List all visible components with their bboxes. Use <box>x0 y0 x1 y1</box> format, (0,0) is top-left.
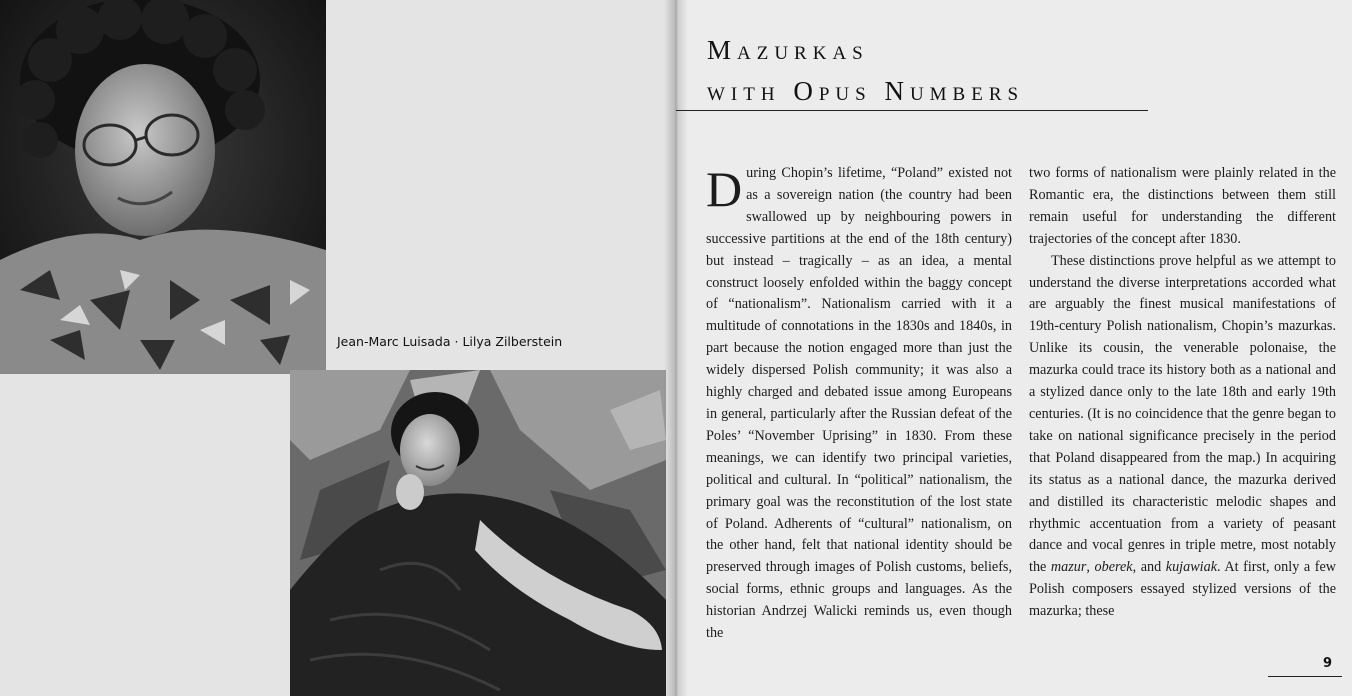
column-1-text: uring Chopin’s lifetime, “Poland” existed not as a sovereign nation (the country had been swallowed up by neighbouring powers in successive partitions at the end of the 18th century) but instead – tragically – as an idea, a mental construct loosely enfolded within the baggy concept of “nationalism”. Nationalism carried with it a multitude of connotations in the 1830s and 1840s, in part because the notion engaged more than just the widely dispersed Polish community; it was also a highly charged and debated issue among Europeans in general, particularly after the Russian defeat of the Poles’ “November Uprising” in 1830. From these meanings, we can identify two principal varieties, political and cultural. In “political” nationalism, the primary goal was the reconstitution of the lost state of Poland. Adherents of “cultural” nationalism, on the other hand, felt that national identity should be preserved through images of Polish customs, beliefs, social forms, ethnic groups and languages. As the historian Andrzej Walicki reminds us, even though the <box>706 165 1012 642</box>
column-2-para-2-end: . At first, only a few Polish composers essayed stylized versions of the mazurka; these <box>1029 559 1336 620</box>
column-2-para-2-start: These distinctions prove helpful as we attempt to understand the diverse interpretations accorded what are arguably the finest musical manifestations of 19th-century Polish nationalism, Chopin’s mazurkas. Unlike its cousin, the venerable polonaise, the mazurka could trace its history both as a national and a stylized dance only to the late 18th and early 19th centuries. (It is no coincidence that the genre began to take on national significance precisely in the period that Poland disappeared from the map.) In acquiring its status as a national dance, the mazurka derived and distilled its characteristic melodic shapes and rhythmic accentuation from a variety of peasant dance and vocal genres in triple metre, most notably the <box>1029 252 1336 576</box>
footer-divider <box>1268 676 1342 677</box>
portrait-photo-luisada <box>0 0 326 374</box>
separator: , <box>1086 559 1095 576</box>
photo-caption: Jean-Marc Luisada · Lilya Zilberstein <box>337 334 563 349</box>
dance-term: oberek <box>1094 559 1133 576</box>
separator: , and <box>1132 559 1166 576</box>
portrait-photo-zilberstein <box>290 370 666 696</box>
paragraph <box>1029 251 1336 623</box>
title-line-1: Mazurkas <box>707 35 869 65</box>
book-spine-shadow <box>664 0 688 696</box>
page-title <box>707 30 1024 112</box>
text-column-2 <box>1029 163 1336 623</box>
dance-term: kujawiak <box>1165 559 1217 576</box>
page-number: 9 <box>1323 656 1333 671</box>
column-2-para-1: two forms of nationalism were plainly related in the Romantic era, the distinctions between them still remain useful for understanding the different trajectories of the concept after 1830. <box>1029 165 1336 247</box>
dance-term: mazur <box>1050 559 1087 576</box>
title-divider <box>676 110 1148 111</box>
paragraph <box>706 163 1012 645</box>
drop-cap: D <box>706 161 743 217</box>
paragraph <box>1029 163 1336 251</box>
text-column-1 <box>706 163 1012 645</box>
title-line-2: with Opus Numbers <box>707 76 1025 106</box>
